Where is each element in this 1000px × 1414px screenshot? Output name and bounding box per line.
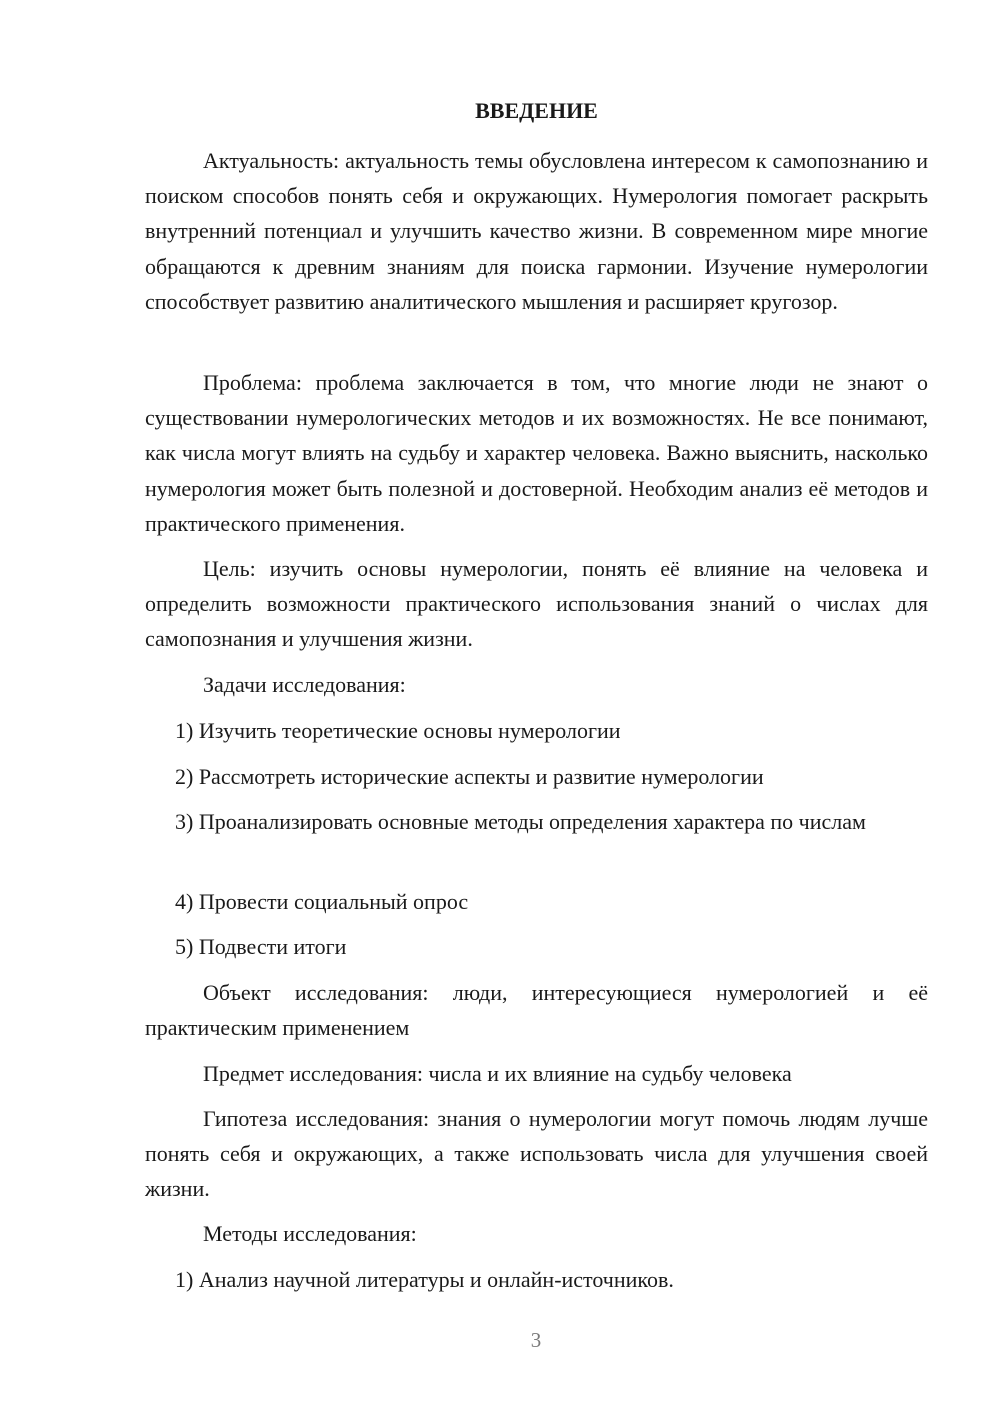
task-item-1: 1) Изучить теоретические основы нумерологии [175,718,621,743]
paragraph-hypothesis: Гипотеза исследования: знания о нумерологии могут помочь людям лучше понять себя и окружающих, а также использовать числа для улучшения своей жизни. [145,1106,928,1202]
page-number: 3 [530,1328,542,1352]
paragraph-object: Объект исследования: люди, интересующиеся нумерологией и её практическим применением [145,980,928,1041]
methods-heading: Методы исследования: [203,1221,417,1246]
task-item-3: 3) Проанализировать основные методы определения характера по числам [175,809,866,834]
paragraph-problem: Проблема: проблема заключается в том, что многие люди не знают о существовании нумерологических методов и их возможностях. Не все понимают, как числа могут влиять на судьбу и характер человека. Важно выяснить, насколько нумерология может быть полезной и достоверной. Необходим анализ её методов и практического применения. [145,370,928,536]
tasks-heading: Задачи исследования: [203,672,406,697]
method-item-1: 1) Анализ научной литературы и онлайн-источников. [175,1267,674,1292]
paragraph-subject: Предмет исследования: числа и их влияние на судьбу человека [203,1061,792,1086]
paragraph-goal: Цель: изучить основы нумерологии, понять её влияние на человека и определить возможности практического использования знаний о числах для самопознания и улучшения жизни. [145,556,928,652]
task-item-5: 5) Подвести итоги [175,934,347,959]
paragraph-relevance: Актуальность: актуальность темы обусловлена интересом к самопознанию и поиском способов понять себя и окружающих. Нумерология помогает раскрыть внутренний потенциал и улучшить качество жизни. В современном мире многие обращаются к древним знаниям для поиска гармонии. Изучение нумерологии способствует развитию аналитического мышления и расширяет кругозор. [145,148,928,314]
task-item-2: 2) Рассмотреть исторические аспекты и развитие нумерологии [175,764,764,789]
section-title: ВВЕДЕНИЕ [475,98,598,123]
task-item-4: 4) Провести социальный опрос [175,889,469,914]
